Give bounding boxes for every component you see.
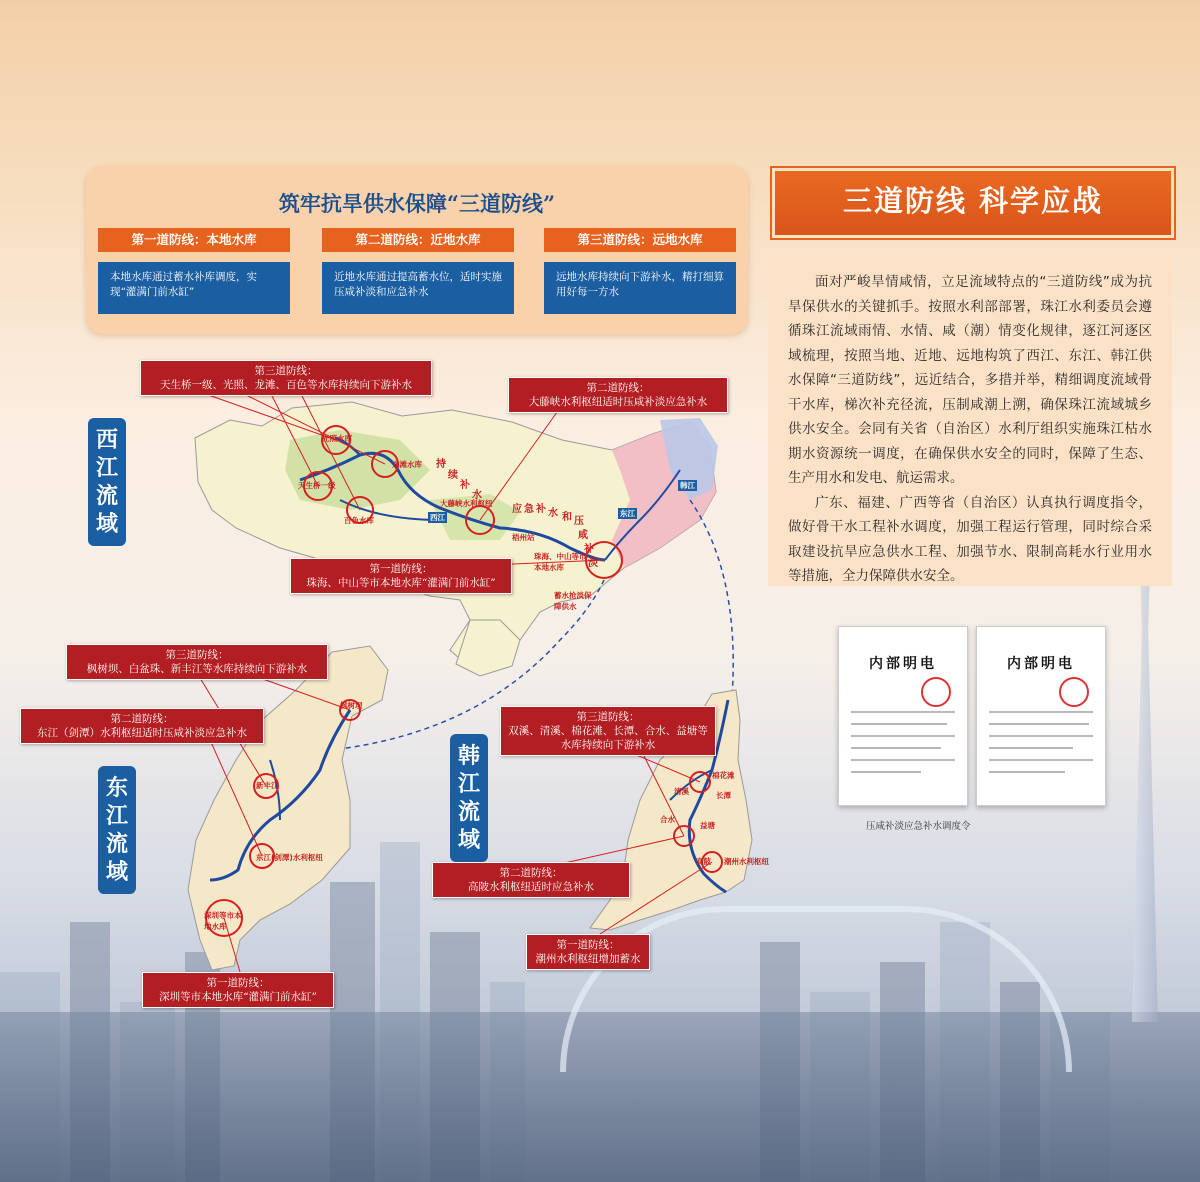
line-3-header: 第三道防线：远地水库 [544,228,736,252]
flow-char: 水 [548,508,558,519]
map-label-fengshuba: 枫树坝 [340,701,363,710]
map-label-wuzhou-station: 梧州站 [512,533,535,542]
panel-title: 筑牢抗旱供水保障“三道防线” [278,191,556,216]
flow-char: 和 [562,512,572,523]
dongjiang-third-line-callout: 第三道防线： 枫树坝、白盆珠、新丰江等水库持续向下游补水 [66,644,328,680]
dongjiang-first-line-callout: 第一道防线： 深圳等市本地水库“灌满门前水缸” [142,972,334,1008]
map-label-changtan: 长潭 [716,791,731,800]
flow-char: 急 [524,504,534,515]
map-label-chaozhou: 潮州水利枢纽 [724,857,769,866]
dongjiang-basin-label: 东江流域 [98,766,136,894]
line-3-body: 远地水库持续向下游补水，精打细算用好每一方水 [544,262,736,314]
flow-char: 持 [436,459,446,470]
map-label-tianshengqiao: 天生桥一级 [298,481,336,490]
map-label-yitang: 益塘 [700,821,715,830]
map-label-longtan: 龙滩水库 [392,460,422,469]
map-label-datengxia: 大藤峡水利枢纽 [440,499,493,508]
flow-char: 淡 [588,558,598,569]
map-label-baise: 百色水库 [344,516,374,525]
flow-char: 水 [472,490,482,501]
map-label-xinfengjiang: 新丰江 [256,781,279,790]
hanjiang-second-line-callout: 第二道防线： 高陂水利枢纽适时应急补水 [432,862,630,898]
line-1-header: 第一道防线：本地水库 [98,228,290,252]
map-label-heshui: 合水 [660,815,675,824]
map-label-jiantan: 东江(剑潭)水利枢纽 [256,853,323,862]
document-title: 内部明电 [869,656,937,672]
xijiang-third-line-callout: 第三道防线： 天生桥一级、光照、龙滩、百色等水库持续向下游补水 [140,360,432,396]
map-label-qingxi: 清溪 [674,787,689,796]
river-tag-hanjiang: 韩江 [680,481,695,490]
section-header: 三道防线 科学应战 [772,168,1174,238]
flow-char: 补 [584,544,594,555]
document-title: 内部明电 [1007,656,1075,672]
intro-paragraph-1: 面对严峻旱情咸情，立足流域特点的“三道防线”成为抗旱保供水的关键抓手。按照水利部部署，珠江水利委员会遵循珠江流域雨情、水情、咸（潮）情变化规律，逐江河逐区域梳理，按照当地、近地、远地构筑了西江、东江、韩江供水保障“三道防线”，远近结合，多措并举，精细调度流域骨干水库，梯次补充径流，压制咸潮上溯，确保珠江流域城乡供水安全。会同有关省（自治区）水利厅组织实施珠江枯水期水资源统一调度，在确保供水安全的同时，保障了生态、生产用水和发电、航运需求。 [788,274,1152,486]
xijiang-basin-label: 西江流域 [88,418,126,546]
dongjiang-second-line-callout: 第二道防线： 东江（剑潭）水利枢纽适时压咸补淡应急补水 [20,708,264,744]
line-2-body: 近地水库通过提高蓄水位，适时实施压咸补淡和应急补水 [322,262,514,314]
line-2-header: 第二道防线：近地水库 [322,228,514,252]
map-label-shenzhen: 深圳等市本地水库 [204,911,242,931]
hanjiang-third-line-callout: 第三道防线： 双溪、清溪、棉花滩、长潭、合水、益塘等水库持续向下游补水 [500,706,716,756]
documents-caption: 压咸补淡应急补水调度令 [866,821,971,832]
flow-char: 续 [448,470,458,481]
intro-paragraph-2: 广东、福建、广西等省（自治区）认真执行调度指令，做好骨干水工程补水调度，加强工程运行管理，同时综合采取建设抗旱应急供水工程、加强节水、限制高耗水行业用水等措施，全力保障供水安全。 [788,494,1152,584]
xijiang-second-line-callout: 第二道防线： 大藤峡水利枢纽适时压咸补淡应急补水 [508,377,728,413]
xijiang-first-line-callout: 第一道防线： 珠海、中山等市本地水库“灌满门前水缸” [290,558,512,594]
line-1-body: 本地水库通过蓄水补库调度，实现“灌满门前水缸” [98,262,290,314]
river-tag-dongjiang: 东江 [620,509,635,518]
map-label-zhuhai-reservoirs: 珠海、中山等市本地水库 [534,552,587,572]
flow-char: 补 [536,504,546,515]
flow-char: 应 [512,504,522,515]
map-label-gaobei: 高陂 [696,857,711,866]
hanjiang-first-line-callout: 第一道防线： 潮州水利枢纽增加蓄水 [526,934,650,970]
river-tag-xijiang: 西江 [430,513,445,522]
map-label-mianhuatan: 棉花滩 [712,771,735,780]
flow-char: 补 [460,480,470,491]
flow-char: 压 [574,516,584,527]
flow-char: 咸 [578,530,588,541]
hanjiang-basin-label: 韩江流域 [450,734,488,862]
map-label-guangzhao: 光照水库 [322,434,352,443]
map-label-storage: 蓄水抢淡保障供水 [554,591,592,611]
